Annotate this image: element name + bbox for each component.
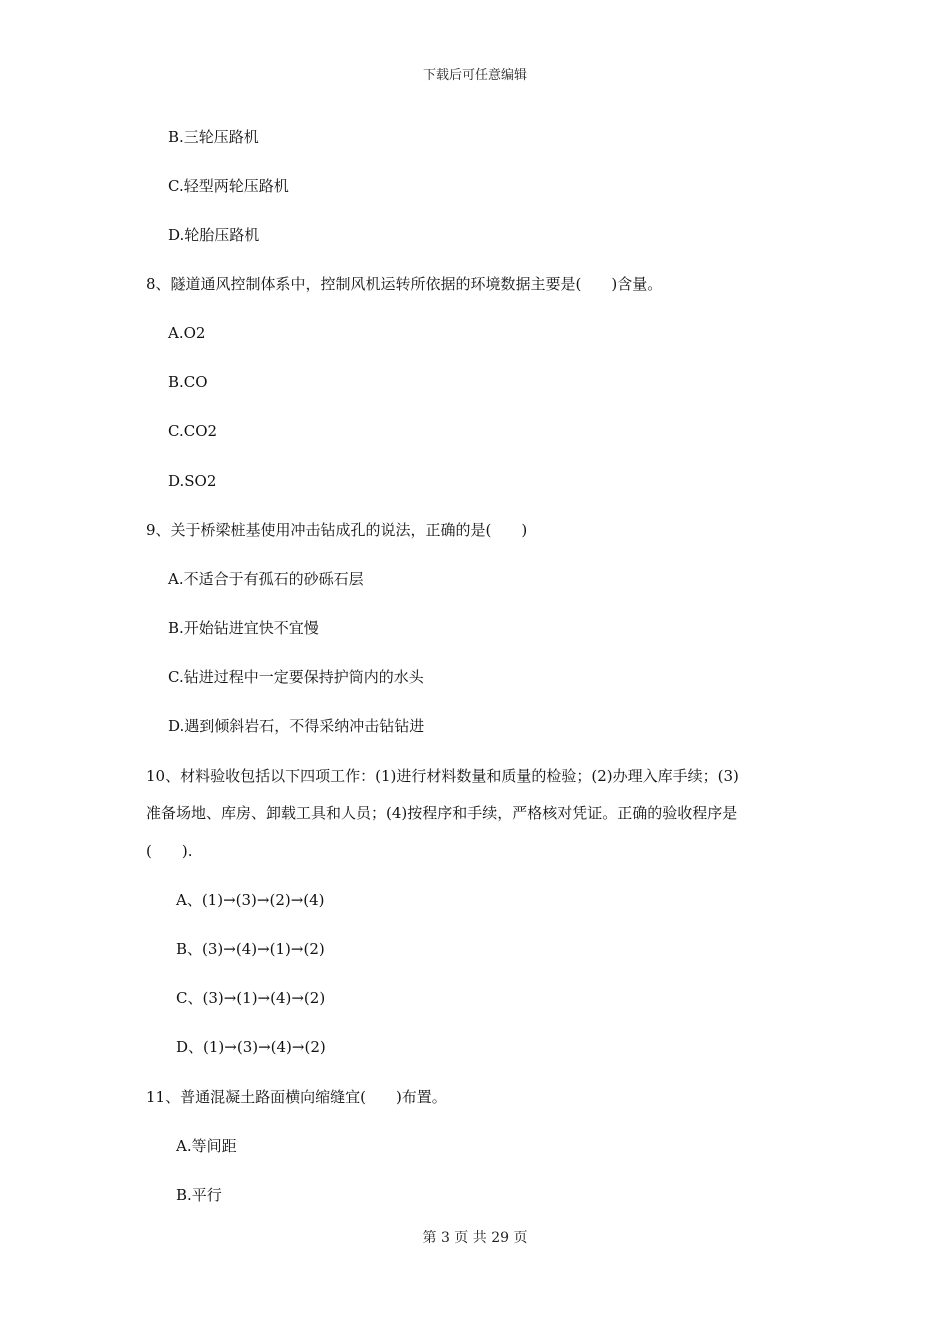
q8-stem: 8、隧道通风控制体系中，控制风机运转所依据的环境数据主要是( )含量。 [146, 275, 663, 293]
q11-option-a: A.等间距 [176, 1137, 237, 1155]
q10-option-b: B、(3)→(4)→(1)→(2) [176, 940, 325, 958]
q11-option-b: B.平行 [176, 1186, 222, 1204]
q7-option-d: D.轮胎压路机 [168, 226, 260, 244]
q8-option-d: D.SO2 [168, 472, 217, 490]
q9-option-d: D.遇到倾斜岩石，不得采纳冲击钻钻进 [168, 717, 425, 735]
page-footer: 第 3 页 共 29 页 [422, 1230, 528, 1246]
q7-option-b: B.三轮压路机 [168, 128, 259, 146]
q8-option-c: C.CO2 [168, 422, 218, 440]
q10-option-a: A、(1)→(3)→(2)→(4) [176, 891, 325, 909]
q9-stem: 9、关于桥梁桩基使用冲击钻成孔的说法，正确的是( ) [146, 521, 528, 539]
q7-option-c: C.轻型两轮压路机 [168, 177, 289, 195]
q8-option-b: B.CO [168, 373, 208, 391]
q10-stem-line1: 10、材料验收包括以下四项工作：(1)进行材料数量和质量的检验；(2)办理入库手续；(3) [146, 767, 739, 785]
q9-option-b: B.开始钻进宜快不宜慢 [168, 619, 319, 637]
q8-option-a: A.O2 [168, 324, 206, 342]
q11-stem: 11、普通混凝土路面横向缩缝宜( )布置。 [146, 1088, 447, 1106]
q10-option-c: C、(3)→(1)→(4)→(2) [176, 989, 326, 1007]
q10-stem-line3: ( ). [146, 842, 193, 860]
q10-option-d: D、(1)→(3)→(4)→(2) [176, 1038, 326, 1056]
q9-option-c: C.钻进过程中一定要保持护筒内的水头 [168, 668, 424, 686]
q10-stem-line2: 准备场地、库房、卸载工具和人员；(4)按程序和手续，严格核对凭证。正确的验收程序是 [146, 804, 738, 822]
page-header: 下载后可任意编辑 [422, 68, 527, 83]
q9-option-a: A.不适合于有孤石的砂砾石层 [168, 570, 364, 588]
